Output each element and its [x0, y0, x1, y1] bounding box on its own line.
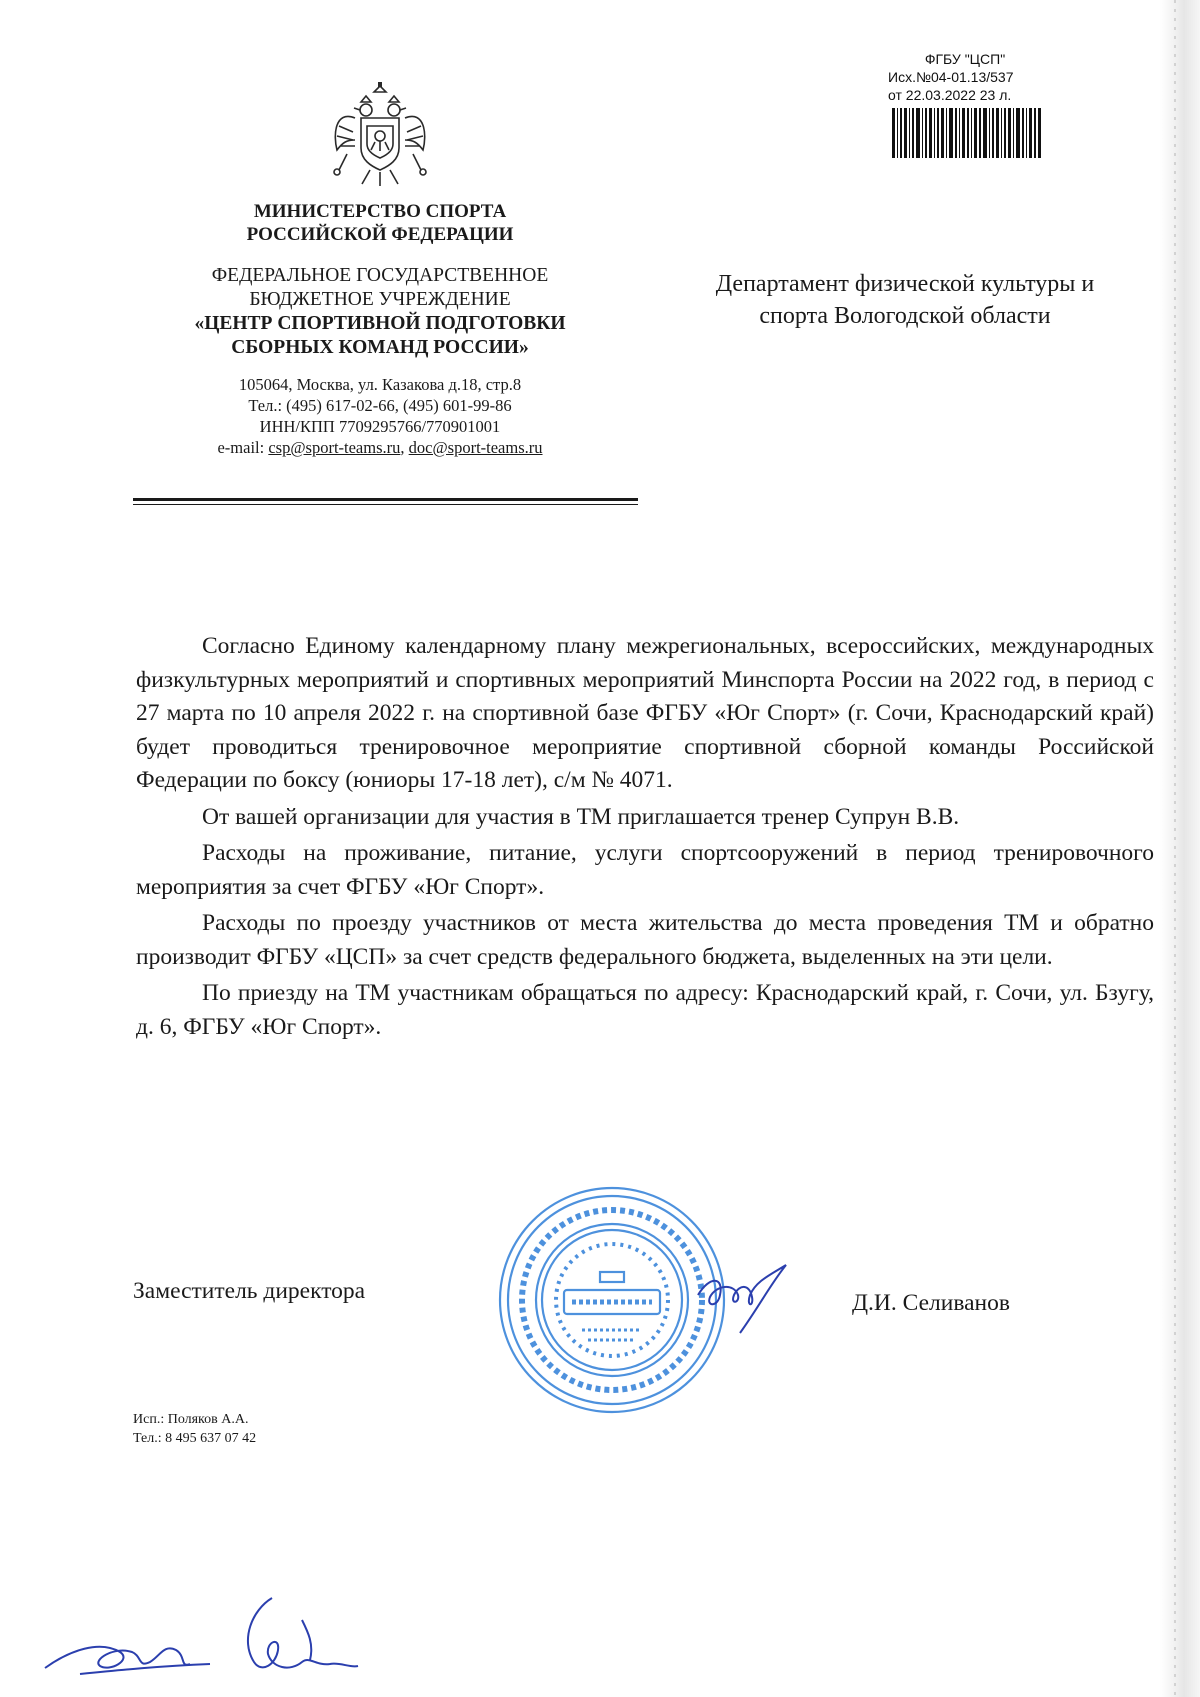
addressee: Департамент физической культуры и спорта Вологодской области: [715, 271, 1095, 329]
body-paragraph: От вашей организации для участия в ТМ приглашается тренер Супрун В.В.: [202, 803, 960, 830]
body-paragraph: Расходы на проживание, питание, услуги спортсооружений в период тренировочного мероприятия за счет ФГБУ «Юг Спорт».: [136, 840, 1154, 900]
signatory-title: Заместитель директора: [133, 1278, 366, 1304]
outgoing-number: Исх.№04-01.13/537: [888, 69, 1014, 85]
registration-date: от 22.03.2022 23 л.: [888, 87, 1012, 103]
executor-info: [133, 1410, 256, 1448]
barcode-icon: [892, 108, 1042, 158]
scan-edge-shadow: [1160, 0, 1200, 1697]
email-line: e-mail: csp@sport-teams.ru, doc@sport-teams.ru: [217, 438, 543, 457]
body-paragraph: По приезду на ТМ участникам обращаться по адресу: Краснодарский край, г. Сочи, ул. Бзугу, д. 6, ФГБУ «Юг Спорт».: [136, 980, 1154, 1040]
coat-of-arms-emblem: [325, 80, 435, 190]
address-line: 105064, Москва, ул. Казакова д.18, стр.8: [238, 375, 522, 394]
registration-org: ФГБУ "ЦСП": [924, 51, 1006, 67]
inn-line: ИНН/КПП 7709295766/770901001: [259, 417, 501, 436]
email-link-csp[interactable]: csp@sport-teams.ru: [268, 438, 401, 457]
organization-name: ФЕДЕРАЛЬНОЕ ГОСУДАРСТВЕННОЕ БЮДЖЕТНОЕ УЧРЕЖДЕНИЕ «ЦЕНТР СПОРТИВНОЙ ПОДГОТОВКИ СБОРНЫХ КОМАНД РОССИИ»: [194, 265, 566, 358]
body-paragraph: Согласно Единому календарному плану межрегиональных, всероссийских, международных физкультурных мероприятий и спортивных мероприятий Минспорта России на 2022 год, в период с 27 марта по 10 апреля 2022 г. на спортивной базе ФГБУ «Юг Спорт» (г. Сочи, Краснодарский край) будет проводиться тренировочное мероприятие спортивной сборной команды Российской Федерации по боксу (юниоры 17-18 лет), с/м № 4071.: [136, 633, 1154, 793]
ministry-name: МИНИСТЕРСТВО СПОРТА РОССИЙСКОЙ ФЕДЕРАЦИИ: [246, 201, 514, 245]
registration-stamp: [880, 50, 1050, 158]
contact-details: [125, 374, 635, 458]
letterhead: [125, 80, 635, 458]
executor-phone: Тел.: 8 495 637 07 42: [133, 1431, 257, 1446]
email-link-doc[interactable]: doc@sport-teams.ru: [408, 438, 543, 457]
executor-name: Исп.: Поляков А.А.: [133, 1412, 249, 1427]
letter-body: [136, 630, 1154, 1047]
letterhead-divider: [133, 498, 638, 505]
handwritten-signature-icon: [40, 1580, 360, 1690]
signatory-name: Д.И. Селиванов: [852, 1290, 1010, 1316]
signature-icon: [690, 1255, 810, 1335]
phone-line: Тел.: (495) 617-02-66, (495) 601-99-86: [248, 396, 512, 415]
body-paragraph: Расходы по проезду участников от места жительства до места проведения ТМ и обратно производит ФГБУ «ЦСП» за счет средств федерального бюджета, выделенных на эти цели.: [136, 910, 1154, 970]
